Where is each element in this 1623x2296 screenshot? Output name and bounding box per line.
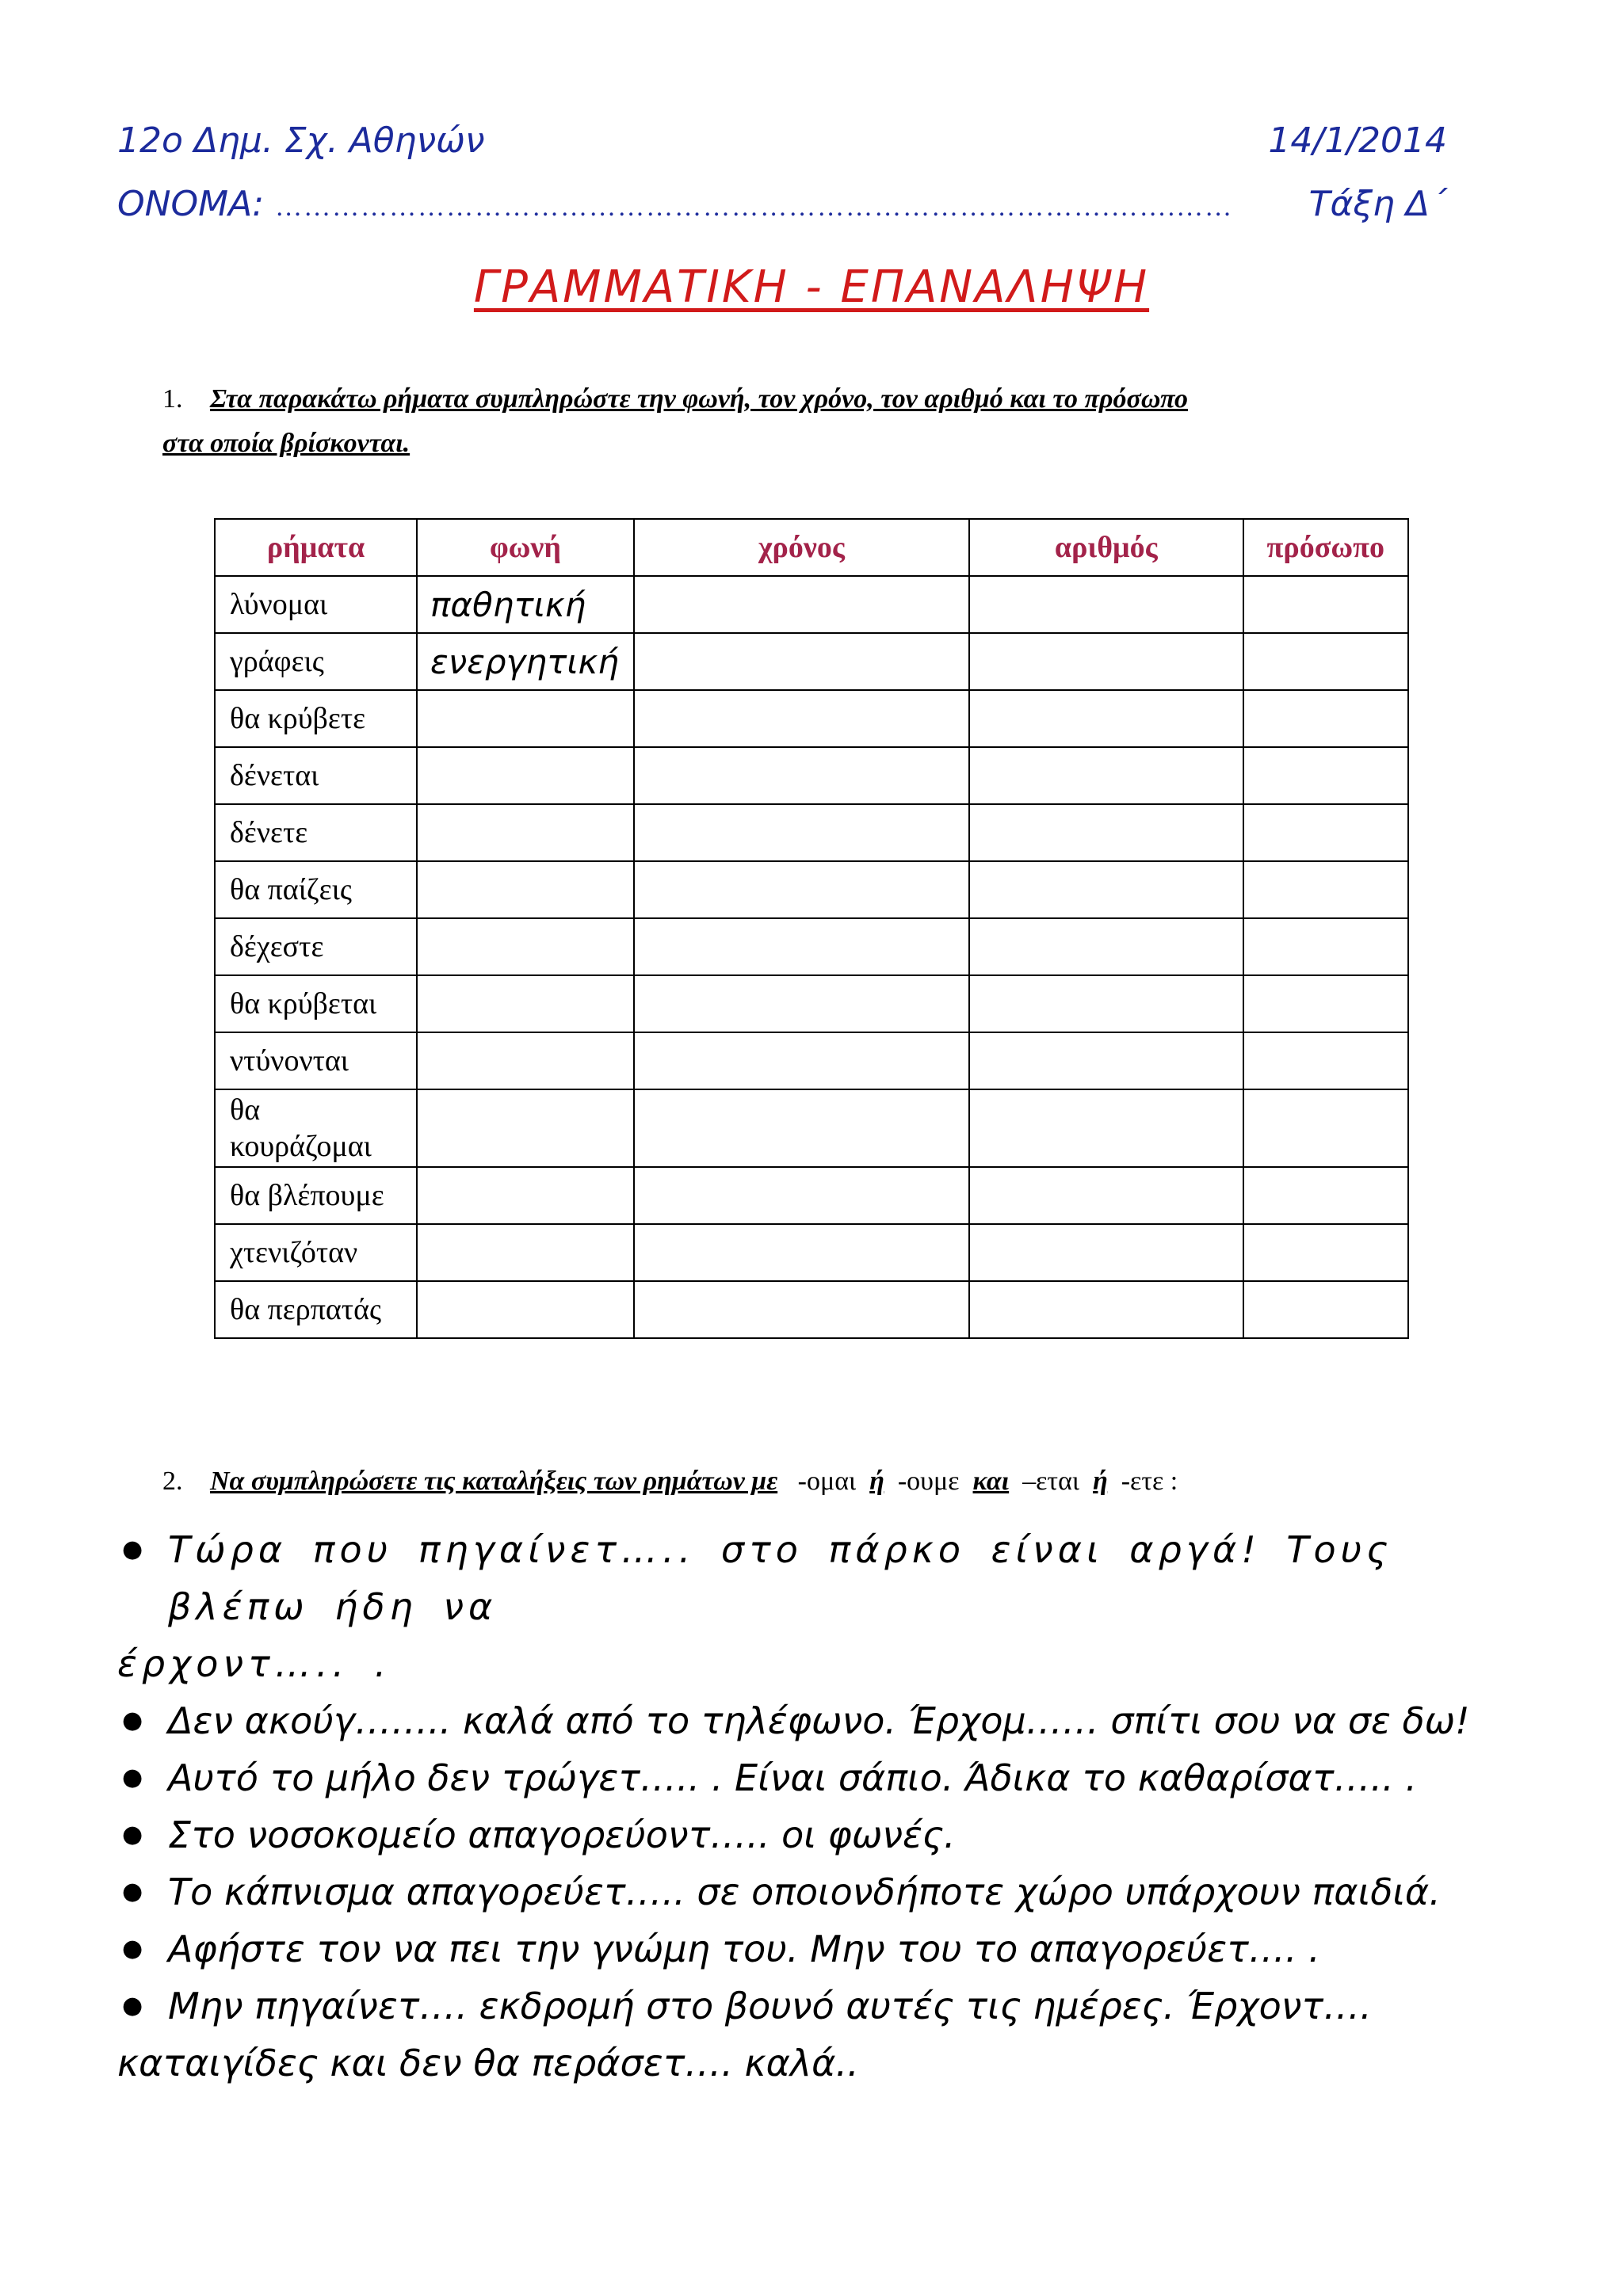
person-cell[interactable] xyxy=(1243,804,1408,861)
table-row xyxy=(215,804,1408,861)
list-item xyxy=(117,1920,1496,1978)
verb-cell: θα κουράζομαι xyxy=(215,1089,417,1167)
verb-cell: γράφεις xyxy=(215,633,417,690)
person-cell[interactable] xyxy=(1243,975,1408,1032)
person-cell[interactable] xyxy=(1243,576,1408,633)
bullet-icon: ● xyxy=(122,1992,143,2019)
name-header xyxy=(117,184,1447,224)
or-word: ή xyxy=(869,1466,884,1496)
sentence-7-cont[interactable]: καταιγίδες και δεν θα περάσετ…. καλά.. xyxy=(117,2042,859,2084)
number-cell[interactable] xyxy=(969,861,1243,918)
tense-cell[interactable] xyxy=(634,576,969,633)
number-cell[interactable] xyxy=(969,804,1243,861)
name-label: ΟΝΟΜΑ: xyxy=(117,184,265,224)
person-cell[interactable] xyxy=(1243,690,1408,747)
verb-cell: δέχεστε xyxy=(215,918,417,975)
person-cell[interactable] xyxy=(1243,1167,1408,1224)
number-cell[interactable] xyxy=(969,975,1243,1032)
verb-cell: θα κρύβετε xyxy=(215,690,417,747)
sentence-6[interactable]: Αφήστε τον να πει την γνώμη του. Μην του το απαγορεύετ…. . xyxy=(168,1928,1320,1970)
tense-cell[interactable] xyxy=(634,633,969,690)
verb-cell: θα βλέπουμε xyxy=(215,1167,417,1224)
voice-cell[interactable] xyxy=(417,1281,634,1338)
voice-cell[interactable] xyxy=(417,1224,634,1281)
table-row xyxy=(215,690,1408,747)
school-header xyxy=(117,120,1447,161)
question-1-instruction-cont: στα οποία βρίσκονται. xyxy=(162,429,411,458)
tense-cell[interactable] xyxy=(634,1281,969,1338)
number-cell[interactable] xyxy=(969,1167,1243,1224)
voice-cell[interactable] xyxy=(417,747,634,804)
class-label: Τάξη Δ΄ xyxy=(1308,184,1447,224)
list-item xyxy=(117,1749,1496,1806)
header-verbs: ρήματα xyxy=(215,519,417,576)
header-number: αριθμός xyxy=(969,519,1243,576)
and-word: και xyxy=(972,1466,1010,1496)
voice-cell[interactable] xyxy=(417,918,634,975)
bullet-icon: ● xyxy=(122,1764,143,1791)
table-row xyxy=(215,1089,1408,1167)
question-2 xyxy=(162,1459,1465,1504)
person-cell[interactable] xyxy=(1243,633,1408,690)
ending-oume: -ουμε xyxy=(897,1466,960,1496)
voice-cell[interactable] xyxy=(417,1167,634,1224)
number-cell[interactable] xyxy=(969,633,1243,690)
bullet-icon: ● xyxy=(122,1935,143,1962)
person-cell[interactable] xyxy=(1243,1281,1408,1338)
verb-cell: χτενιζόταν xyxy=(215,1224,417,1281)
voice-cell[interactable] xyxy=(417,804,634,861)
verb-cell: δένεται xyxy=(215,747,417,804)
number-cell[interactable] xyxy=(969,747,1243,804)
table-row xyxy=(215,1167,1408,1224)
page-title: ΓΡΑΜΜΑΤΙΚΗ - ΕΠΑΝΑΛΗΨΗ xyxy=(473,261,1150,313)
voice-cell[interactable]: ενεργητική xyxy=(417,633,634,690)
number-cell[interactable] xyxy=(969,576,1243,633)
sentence-5[interactable]: Το κάπνισμα απαγορεύετ….. σε οποιονδήποτε χώρο υπάρχουν παιδιά. xyxy=(168,1871,1441,1913)
verb-cell: ντύνονται xyxy=(215,1032,417,1089)
sentence-1-cont[interactable]: έρχοντ….. . xyxy=(117,1642,391,1685)
person-cell[interactable] xyxy=(1243,861,1408,918)
or-word: ή xyxy=(1093,1466,1108,1496)
list-item xyxy=(117,1692,1496,1749)
tense-cell[interactable] xyxy=(634,861,969,918)
header-person: πρόσωπο xyxy=(1243,519,1408,576)
name-field[interactable]: …………………………………………………………………………….…….…… xyxy=(275,193,1234,222)
question-1-instruction: Στα παρακάτω ρήματα συμπληρώστε την φωνή, τον χρόνο, τον αριθμό και το πρόσωπο xyxy=(210,384,1189,414)
verb-cell: δένετε xyxy=(215,804,417,861)
tense-cell[interactable] xyxy=(634,690,969,747)
table-header-row xyxy=(215,519,1408,576)
voice-cell[interactable] xyxy=(417,861,634,918)
header-voice: φωνή xyxy=(417,519,634,576)
person-cell[interactable] xyxy=(1243,1089,1408,1167)
tense-cell[interactable] xyxy=(634,747,969,804)
voice-cell[interactable] xyxy=(417,690,634,747)
verb-cell: θα παίζεις xyxy=(215,861,417,918)
bullet-icon: ● xyxy=(122,1821,143,1848)
tense-cell[interactable] xyxy=(634,1224,969,1281)
voice-cell[interactable] xyxy=(417,1032,634,1089)
list-item xyxy=(117,1806,1496,1863)
person-cell[interactable] xyxy=(1243,1224,1408,1281)
sentence-1[interactable]: Τώρα που πηγαίνετ….. στο πάρκο είναι αργά! Τους βλέπω ήδη να xyxy=(168,1528,1393,1628)
table-row xyxy=(215,633,1408,690)
verb-cell: θα περπατάς xyxy=(215,1281,417,1338)
person-cell[interactable] xyxy=(1243,918,1408,975)
table-row xyxy=(215,975,1408,1032)
person-cell[interactable] xyxy=(1243,1032,1408,1089)
ending-etai: –εται xyxy=(1022,1466,1080,1496)
bullet-icon: ● xyxy=(122,1707,143,1734)
tense-cell[interactable] xyxy=(634,1089,969,1167)
table-row xyxy=(215,576,1408,633)
number-cell[interactable] xyxy=(969,1224,1243,1281)
sentence-7[interactable]: Μην πηγαίνετ…. εκδρομή στο βουνό αυτές τις ημέρες. Έρχοντ…. xyxy=(168,1985,1372,2027)
table-row xyxy=(215,1281,1408,1338)
list-item xyxy=(117,1521,1496,1692)
verbs-table xyxy=(214,518,1409,1339)
list-item xyxy=(117,1863,1496,1920)
tense-cell[interactable] xyxy=(634,1032,969,1089)
question-2-instruction: Να συμπληρώσετε τις καταλήξεις των ρημάτων με xyxy=(210,1466,778,1496)
voice-cell[interactable] xyxy=(417,975,634,1032)
sentence-3[interactable]: Αυτό το μήλο δεν τρώγετ….. . Είναι σάπιο. Άδικα το καθαρίσατ….. . xyxy=(168,1756,1418,1799)
verb-cell: θα κρύβεται xyxy=(215,975,417,1032)
ending-ete: -ετε : xyxy=(1121,1466,1178,1496)
exercise-list xyxy=(117,1521,1496,2092)
table-row xyxy=(215,1032,1408,1089)
table-row xyxy=(215,747,1408,804)
question-1 xyxy=(162,377,1465,466)
voice-cell[interactable]: παθητική xyxy=(417,576,634,633)
tense-cell[interactable] xyxy=(634,1167,969,1224)
sentence-4[interactable]: Στο νοσοκομείο απαγορεύοντ….. οι φωνές. xyxy=(168,1814,956,1856)
number-cell[interactable] xyxy=(969,918,1243,975)
tense-cell[interactable] xyxy=(634,804,969,861)
number-cell[interactable] xyxy=(969,690,1243,747)
sentence-2[interactable]: Δεν ακούγ…….. καλά από το τηλέφωνο. Έρχομ…… σπίτι σου να σε δω! xyxy=(168,1699,1470,1742)
header-tense: χρόνος xyxy=(634,519,969,576)
question-1-number: 1. xyxy=(162,384,183,414)
table-row xyxy=(215,861,1408,918)
table-row xyxy=(215,1224,1408,1281)
verb-cell: λύνομαι xyxy=(215,576,417,633)
number-cell[interactable] xyxy=(969,1032,1243,1089)
date: 14/1/2014 xyxy=(1268,120,1447,161)
list-item xyxy=(117,1978,1496,2092)
voice-cell[interactable] xyxy=(417,1089,634,1167)
number-cell[interactable] xyxy=(969,1089,1243,1167)
bullet-icon: ● xyxy=(122,1878,143,1905)
bullet-icon: ● xyxy=(122,1535,148,1563)
question-2-number: 2. xyxy=(162,1466,183,1496)
tense-cell[interactable] xyxy=(634,975,969,1032)
school-name: 12ο Δημ. Σχ. Αθηνών xyxy=(117,120,485,161)
ending-omai: -ομαι xyxy=(797,1466,857,1496)
person-cell[interactable] xyxy=(1243,747,1408,804)
tense-cell[interactable] xyxy=(634,918,969,975)
table-row xyxy=(215,918,1408,975)
number-cell[interactable] xyxy=(969,1281,1243,1338)
